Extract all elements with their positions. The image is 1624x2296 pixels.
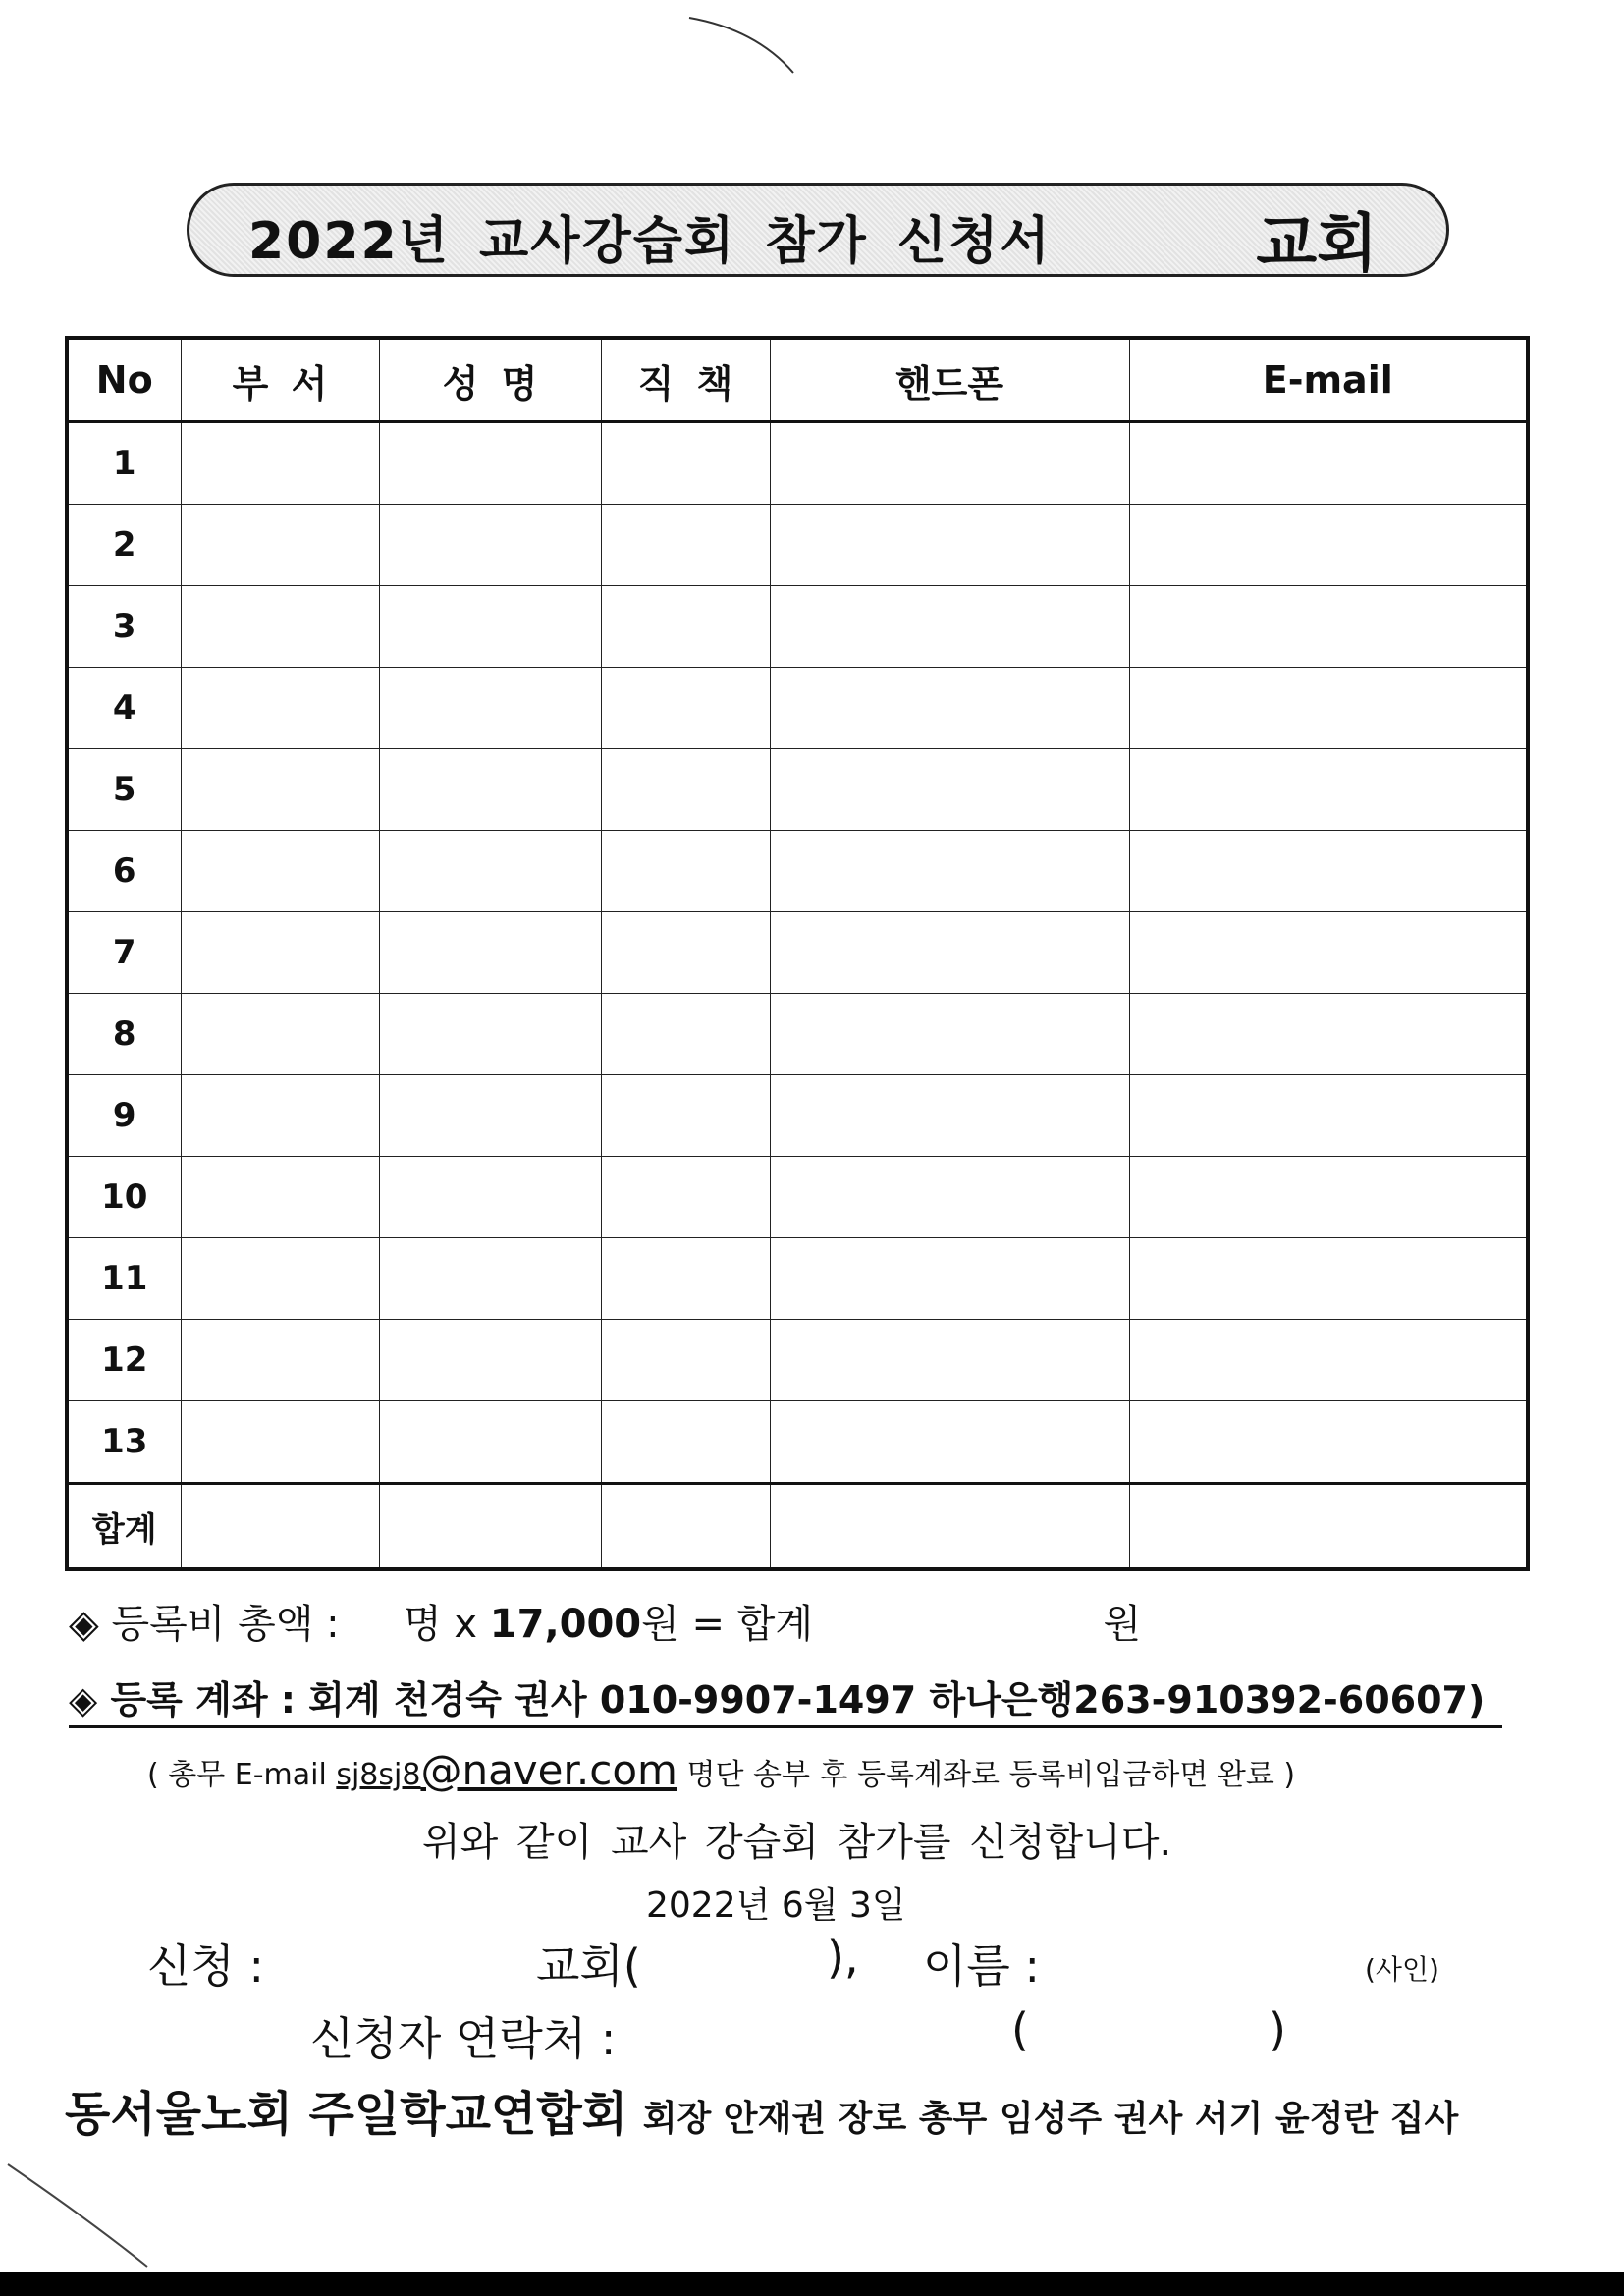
entry-cell[interactable] bbox=[770, 586, 1129, 668]
entry-cell[interactable] bbox=[601, 1401, 770, 1484]
header-no: No bbox=[67, 338, 181, 422]
note-prefix: ( 총무 E-mail bbox=[147, 1758, 327, 1792]
entry-cell[interactable] bbox=[601, 749, 770, 831]
entry-cell[interactable] bbox=[379, 1075, 601, 1157]
scan-mark-bottom-left bbox=[0, 2151, 167, 2278]
table-row bbox=[67, 1401, 1528, 1484]
row-number: 8 bbox=[67, 994, 181, 1075]
church-label: 교회 bbox=[1256, 208, 1378, 281]
entry-cell[interactable] bbox=[770, 749, 1129, 831]
table-row bbox=[67, 668, 1528, 749]
entry-cell[interactable] bbox=[181, 994, 379, 1075]
row-number: 7 bbox=[67, 912, 181, 994]
fee-won: 원 bbox=[641, 1602, 679, 1647]
table-row bbox=[67, 1320, 1528, 1401]
entry-cell[interactable] bbox=[1129, 1320, 1528, 1401]
entry-cell[interactable] bbox=[379, 505, 601, 586]
row-number: 6 bbox=[67, 831, 181, 912]
entry-cell[interactable] bbox=[181, 749, 379, 831]
row-number: 2 bbox=[67, 505, 181, 586]
entry-cell[interactable] bbox=[181, 1320, 379, 1401]
note-suffix: 명단 송부 후 등록계좌로 등록비입금하면 완료 ) bbox=[686, 1758, 1296, 1792]
entry-cell[interactable] bbox=[379, 831, 601, 912]
entry-cell[interactable] bbox=[181, 1401, 379, 1484]
entry-cell[interactable] bbox=[379, 1320, 601, 1401]
account-text: 등록 계좌 : 회계 천경숙 권사 010-9907-1497 하나은행263-910392-60607) bbox=[110, 1678, 1486, 1722]
contact-paren-open: ( bbox=[1011, 2003, 1029, 2056]
fee-line bbox=[69, 1593, 1141, 1649]
entry-cell[interactable] bbox=[601, 586, 770, 668]
entry-cell[interactable] bbox=[601, 1484, 770, 1570]
entry-cell[interactable] bbox=[1129, 1075, 1528, 1157]
entry-cell[interactable] bbox=[601, 1157, 770, 1238]
note-line bbox=[147, 1746, 1295, 1794]
entry-cell[interactable] bbox=[1129, 422, 1528, 505]
entry-cell[interactable] bbox=[181, 912, 379, 994]
entry-cell[interactable] bbox=[181, 1484, 379, 1570]
entry-cell[interactable] bbox=[181, 586, 379, 668]
apply-church: 교회( bbox=[536, 1940, 641, 1993]
entry-cell[interactable] bbox=[770, 1320, 1129, 1401]
contact-label: 신청자 연락처 : bbox=[310, 2012, 617, 2065]
header-department: 부 서 bbox=[181, 338, 379, 422]
row-number: 12 bbox=[67, 1320, 181, 1401]
entry-cell[interactable] bbox=[181, 505, 379, 586]
table-body bbox=[67, 422, 1528, 1570]
contact-line bbox=[310, 2003, 1286, 2068]
fee-equals-total: = 합계 bbox=[691, 1602, 814, 1647]
application-line bbox=[147, 1931, 1439, 1995]
scan-mark-top bbox=[677, 10, 805, 79]
contact-paren-close: ) bbox=[1269, 2003, 1286, 2056]
footer bbox=[65, 2076, 1458, 2144]
table-row bbox=[67, 422, 1528, 505]
fee-label: 등록비 총액 : bbox=[111, 1602, 340, 1647]
entry-cell[interactable] bbox=[770, 1401, 1129, 1484]
entry-cell[interactable] bbox=[181, 1238, 379, 1320]
title-banner bbox=[187, 183, 1449, 281]
entry-cell[interactable] bbox=[601, 422, 770, 505]
account-line bbox=[69, 1669, 1502, 1728]
entry-cell[interactable] bbox=[379, 1157, 601, 1238]
row-number: 1 bbox=[67, 422, 181, 505]
entry-cell[interactable] bbox=[601, 1075, 770, 1157]
total-row bbox=[67, 1484, 1528, 1570]
entry-cell[interactable] bbox=[1129, 1238, 1528, 1320]
entry-cell[interactable] bbox=[1129, 668, 1528, 749]
entry-cell[interactable] bbox=[379, 1484, 601, 1570]
row-number: 11 bbox=[67, 1238, 181, 1320]
row-number: 10 bbox=[67, 1157, 181, 1238]
entry-cell[interactable] bbox=[379, 668, 601, 749]
entry-cell[interactable] bbox=[770, 1238, 1129, 1320]
entry-cell[interactable] bbox=[379, 1401, 601, 1484]
row-number: 9 bbox=[67, 1075, 181, 1157]
total-label: 합계 bbox=[67, 1484, 181, 1570]
scan-edge-bar bbox=[0, 2272, 1624, 2296]
entry-cell[interactable] bbox=[770, 1075, 1129, 1157]
table-header-row bbox=[67, 338, 1528, 422]
entry-cell[interactable] bbox=[1129, 1484, 1528, 1570]
table-row bbox=[67, 994, 1528, 1075]
footer-org: 동서울노회 주일학교연합회 bbox=[65, 2087, 628, 2142]
entry-cell[interactable] bbox=[181, 831, 379, 912]
table-row bbox=[67, 831, 1528, 912]
entry-cell[interactable] bbox=[770, 1484, 1129, 1570]
entry-cell[interactable] bbox=[601, 668, 770, 749]
entry-cell[interactable] bbox=[770, 505, 1129, 586]
row-number: 13 bbox=[67, 1401, 181, 1484]
row-number: 3 bbox=[67, 586, 181, 668]
application-date: 2022년 6월 3일 bbox=[646, 1886, 906, 1926]
entry-cell[interactable] bbox=[379, 994, 601, 1075]
apply-label: 신청 : bbox=[147, 1940, 264, 1993]
email-domain: @naver.com bbox=[420, 1746, 677, 1794]
entry-cell[interactable] bbox=[1129, 505, 1528, 586]
apply-church-close: ), bbox=[827, 1931, 859, 1984]
row-number: 4 bbox=[67, 668, 181, 749]
entry-cell[interactable] bbox=[770, 912, 1129, 994]
fee-won-end: 원 bbox=[1103, 1602, 1142, 1647]
entry-cell[interactable] bbox=[601, 994, 770, 1075]
diamond-icon: ◈ bbox=[69, 1602, 99, 1647]
entry-cell[interactable] bbox=[1129, 912, 1528, 994]
entry-cell[interactable] bbox=[1129, 1157, 1528, 1238]
table-row bbox=[67, 1238, 1528, 1320]
entry-cell[interactable] bbox=[379, 422, 601, 505]
entry-cell[interactable] bbox=[379, 749, 601, 831]
participant-table bbox=[65, 336, 1530, 1571]
entry-cell[interactable] bbox=[601, 912, 770, 994]
entry-cell[interactable] bbox=[181, 1157, 379, 1238]
entry-cell[interactable] bbox=[1129, 586, 1528, 668]
entry-cell[interactable] bbox=[601, 505, 770, 586]
entry-cell[interactable] bbox=[181, 668, 379, 749]
entry-cell[interactable] bbox=[181, 1075, 379, 1157]
entry-cell[interactable] bbox=[770, 668, 1129, 749]
diamond-icon: ◈ bbox=[69, 1678, 98, 1722]
table-row bbox=[67, 749, 1528, 831]
entry-cell[interactable] bbox=[601, 1238, 770, 1320]
fee-amount: 17,000 bbox=[489, 1602, 642, 1647]
table-row bbox=[67, 912, 1528, 994]
entry-cell[interactable] bbox=[181, 422, 379, 505]
entry-cell[interactable] bbox=[1129, 831, 1528, 912]
entry-cell[interactable] bbox=[601, 831, 770, 912]
table-row bbox=[67, 1075, 1528, 1157]
table-row bbox=[67, 1157, 1528, 1238]
table-row bbox=[67, 505, 1528, 586]
entry-cell[interactable] bbox=[770, 422, 1129, 505]
footer-officers: 회장 안재권 장로 총무 임성주 권사 서기 윤정란 집사 bbox=[642, 2099, 1459, 2139]
entry-cell[interactable] bbox=[770, 831, 1129, 912]
row-number: 5 bbox=[67, 749, 181, 831]
apply-sign: (사인) bbox=[1365, 1953, 1439, 1986]
entry-cell[interactable] bbox=[379, 586, 601, 668]
apply-name: 이름 : bbox=[923, 1940, 1040, 1993]
header-email: E-mail bbox=[1129, 338, 1528, 422]
entry-cell[interactable] bbox=[770, 1157, 1129, 1238]
email-user: sj8sj8 bbox=[336, 1758, 421, 1792]
entry-cell[interactable] bbox=[770, 994, 1129, 1075]
header-phone: 핸드폰 bbox=[770, 338, 1129, 422]
form-title: 2022년 교사강습회 참가 신청서 bbox=[248, 212, 1052, 271]
header-position: 직 책 bbox=[601, 338, 770, 422]
entry-cell[interactable] bbox=[379, 1238, 601, 1320]
entry-cell[interactable] bbox=[379, 912, 601, 994]
entry-cell[interactable] bbox=[1129, 749, 1528, 831]
table-row bbox=[67, 586, 1528, 668]
declaration: 위와 같이 교사 강습회 참가를 신청합니다. bbox=[422, 1820, 1172, 1865]
entry-cell[interactable] bbox=[1129, 994, 1528, 1075]
entry-cell[interactable] bbox=[601, 1320, 770, 1401]
fee-persons: 명 x bbox=[404, 1602, 478, 1647]
entry-cell[interactable] bbox=[1129, 1401, 1528, 1484]
header-name: 성 명 bbox=[379, 338, 601, 422]
